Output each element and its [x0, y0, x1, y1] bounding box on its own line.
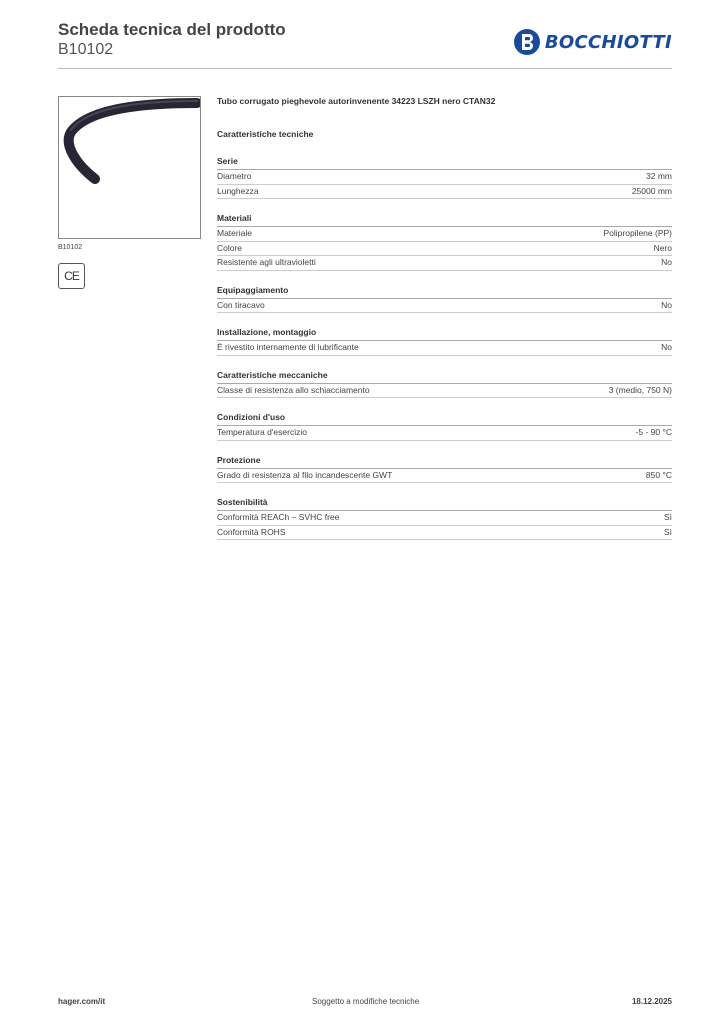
bocchiotti-logo-icon	[513, 28, 541, 56]
product-image	[58, 96, 201, 239]
section-title: Protezione	[217, 455, 672, 469]
spec-row	[217, 185, 672, 200]
header-divider	[58, 68, 672, 69]
spec-value: Nero	[653, 242, 672, 253]
document-title: Scheda tecnica del prodotto	[58, 20, 286, 39]
spec-row	[217, 227, 672, 242]
spec-row	[217, 511, 672, 526]
spec-section	[217, 412, 672, 441]
spec-section	[217, 156, 672, 199]
spec-value: 32 mm	[646, 171, 672, 181]
spec-label: Conformità ROHS	[217, 526, 286, 537]
spec-value: Sì	[663, 526, 672, 537]
spec-label: Conformità REACh – SVHC free	[217, 512, 340, 522]
spec-label: Diametro	[217, 171, 252, 181]
spec-section	[217, 213, 672, 271]
spec-row	[217, 256, 672, 271]
product-code: B10102	[58, 41, 114, 58]
spec-value: 3 (medio, 750 N)	[608, 384, 672, 395]
section-title: Caratteristiche meccaniche	[217, 370, 672, 384]
footer-date: 18.12.2025	[631, 997, 672, 1006]
spec-row	[217, 526, 672, 541]
spec-section	[217, 455, 672, 484]
ce-mark-icon: CE	[58, 263, 85, 289]
footer-website: hager.com/it	[58, 997, 106, 1006]
brand-name: BOCCHIOTTI	[544, 31, 672, 53]
section-title: Condizioni d'uso	[217, 412, 672, 426]
spec-row	[217, 170, 672, 185]
brand-logo	[513, 28, 672, 56]
spec-label: È rivestito internamente di lubrificante	[217, 342, 359, 352]
spec-value: No	[661, 342, 672, 352]
spec-label: Colore	[217, 242, 243, 253]
spec-section	[217, 497, 672, 540]
spec-label: Lunghezza	[217, 185, 259, 196]
spec-value: 850 °C	[645, 469, 672, 480]
spec-content	[217, 96, 672, 540]
spec-section	[217, 370, 672, 399]
spec-value: -5 - 90 °C	[635, 427, 672, 437]
spec-value: No	[661, 257, 672, 267]
section-title: Equipaggiamento	[217, 285, 672, 299]
corrugated-tube-icon	[59, 97, 200, 238]
spec-label: Materiale	[217, 228, 252, 238]
spec-row	[217, 299, 672, 314]
spec-label: Con tiracavo	[217, 299, 265, 310]
section-title: Sostenibilità	[217, 497, 672, 511]
footer-note: Soggetto a modifiche tecniche	[312, 997, 420, 1006]
spec-value: No	[661, 299, 672, 310]
spec-section	[217, 327, 672, 356]
tech-heading: Caratteristiche tecniche	[217, 129, 314, 139]
section-title: Installazione, montaggio	[217, 327, 672, 341]
section-title: Serie	[217, 156, 672, 170]
spec-label: Grado di resistenza al filo incandescente GWT	[217, 469, 393, 480]
spec-value: Polipropilene (PP)	[603, 228, 672, 238]
spec-row	[217, 469, 672, 484]
image-caption: B10102	[58, 244, 83, 251]
spec-row	[217, 384, 672, 399]
spec-section	[217, 285, 672, 314]
spec-label: Classe di resistenza allo schiacciamento	[217, 384, 370, 395]
page-header	[58, 20, 672, 70]
section-title: Materiali	[217, 213, 672, 227]
spec-label: Temperatura d'esercizio	[217, 427, 307, 437]
spec-value: 25000 mm	[631, 185, 672, 196]
spec-value: Sì	[663, 512, 672, 522]
spec-row	[217, 341, 672, 356]
spec-label: Resistente agli ultravioletti	[217, 257, 316, 267]
spec-row	[217, 242, 672, 257]
product-name: Tubo corrugato pieghevole autorinvenente 34223 LSZH nero CTAN32	[217, 96, 496, 106]
spec-sections	[217, 156, 672, 540]
spec-row	[217, 426, 672, 441]
